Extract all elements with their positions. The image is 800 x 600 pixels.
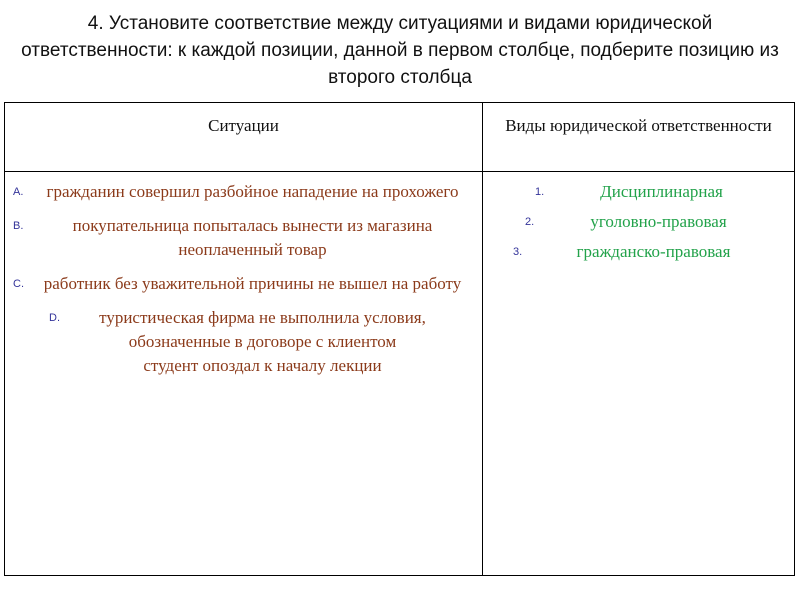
situation-marker: B.	[13, 220, 24, 232]
situation-item-a	[5, 180, 472, 204]
kind-marker: 2.	[525, 216, 535, 228]
situation-text: работник без уважительной причины не вышел на работу	[43, 274, 462, 293]
situations-cell	[5, 172, 483, 576]
situation-text-extra: студент опоздал к началу лекции	[143, 356, 382, 375]
header-row	[5, 103, 795, 172]
matching-table	[4, 102, 795, 576]
header-kinds	[483, 103, 795, 172]
situations-list	[5, 172, 482, 378]
kind-item-3	[483, 240, 790, 264]
situation-item-d	[5, 306, 472, 378]
kind-text: гражданско-правовая	[576, 242, 731, 261]
situation-text	[5, 306, 472, 378]
kinds-list	[483, 172, 794, 264]
situation-marker: A.	[13, 186, 24, 198]
situation-text-main: туристическая фирма не выполнила условия, обозначенные в договоре с клиентом	[99, 308, 426, 351]
situation-item-b	[5, 214, 472, 262]
body-row	[5, 172, 795, 576]
kind-item-2	[483, 210, 790, 234]
situation-item-c	[5, 272, 472, 296]
task-title: 4. Установите соответствие между ситуациями и видами юридической ответственности: к каждой позиции, данной в первом столбце, подберите позицию из второго столбца	[21, 13, 779, 88]
kind-text: Дисциплинарная	[600, 182, 723, 201]
situation-marker: C.	[13, 278, 24, 290]
header-kinds-label: Виды юридической ответственности	[505, 116, 772, 135]
header-situations	[5, 103, 483, 172]
situation-text: покупательница попыталась вынести из магазина неоплаченный товар	[72, 216, 433, 259]
header-situations-label: Ситуации	[208, 116, 279, 135]
kind-text: уголовно-правовая	[590, 212, 727, 231]
kinds-cell	[483, 172, 795, 576]
kind-marker: 3.	[513, 246, 523, 258]
situation-marker: D.	[49, 312, 60, 324]
kind-item-1	[483, 180, 790, 204]
situation-text: гражданин совершил разбойное нападение на прохожего	[46, 182, 459, 201]
kind-marker: 1.	[535, 186, 545, 198]
